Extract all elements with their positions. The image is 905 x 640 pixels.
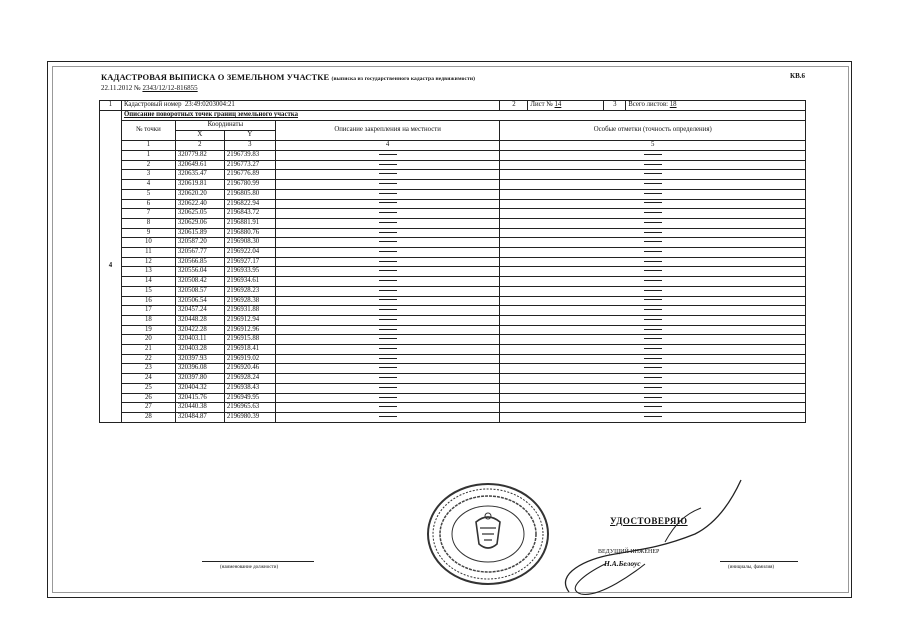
point-fixing: [275, 393, 500, 403]
col-num-1: 1: [121, 141, 175, 151]
dash-mark: [644, 377, 662, 378]
table-row: [100, 267, 806, 277]
point-fixing: [275, 374, 500, 384]
point-notes: [500, 335, 806, 345]
point-fixing: [275, 403, 500, 413]
table-row: [100, 315, 806, 325]
dash-mark: [644, 338, 662, 339]
point-y: 2196739.83: [224, 151, 275, 161]
col-num-5: 5: [500, 141, 806, 151]
col-fixing: Описание закрепления на местности: [275, 121, 500, 141]
dash-mark: [644, 290, 662, 291]
dash-mark: [379, 377, 397, 378]
point-y: 2196949.95: [224, 393, 275, 403]
dash-mark: [644, 329, 662, 330]
document-title: [101, 72, 475, 82]
dash-mark: [379, 212, 397, 213]
point-x: 320448.28: [175, 315, 224, 325]
table-row: [100, 228, 806, 238]
point-number: 7: [121, 209, 175, 219]
point-fixing: [275, 189, 500, 199]
column-number-row: [100, 141, 806, 151]
point-y: 2196780.99: [224, 180, 275, 190]
point-number: 15: [121, 286, 175, 296]
point-notes: [500, 218, 806, 228]
point-notes: [500, 364, 806, 374]
col-notes: Особые отметки (точность определения): [500, 121, 806, 141]
dash-mark: [379, 261, 397, 262]
dash-mark: [379, 241, 397, 242]
point-x: 320506.54: [175, 296, 224, 306]
dash-mark: [644, 193, 662, 194]
point-y: 2196931.88: [224, 306, 275, 316]
point-x: 320620.20: [175, 189, 224, 199]
point-fixing: [275, 218, 500, 228]
point-number: 25: [121, 383, 175, 393]
point-notes: [500, 267, 806, 277]
point-notes: [500, 277, 806, 287]
point-x: 320508.42: [175, 277, 224, 287]
point-number: 23: [121, 364, 175, 374]
dash-mark: [644, 406, 662, 407]
dash-mark: [379, 270, 397, 271]
point-y: 2196934.61: [224, 277, 275, 287]
point-number: 14: [121, 277, 175, 287]
point-fixing: [275, 364, 500, 374]
point-fixing: [275, 228, 500, 238]
point-fixing: [275, 286, 500, 296]
point-x: 320622.40: [175, 199, 224, 209]
dash-mark: [644, 348, 662, 349]
dash-mark: [644, 212, 662, 213]
point-x: 320587.20: [175, 238, 224, 248]
dash-mark: [644, 232, 662, 233]
col-num-3: 3: [224, 141, 275, 151]
point-notes: [500, 306, 806, 316]
dash-mark: [379, 406, 397, 407]
dash-mark: [644, 261, 662, 262]
column-header-row-1: [100, 121, 806, 131]
point-fixing: [275, 151, 500, 161]
point-notes: [500, 383, 806, 393]
point-x: 320403.28: [175, 345, 224, 355]
point-x: 320556.04: [175, 267, 224, 277]
document-date: 22.11.2012: [101, 84, 133, 92]
dash-mark: [644, 183, 662, 184]
point-notes: [500, 228, 806, 238]
position-caption: (наименование должности): [220, 565, 279, 570]
point-notes: [500, 238, 806, 248]
dash-mark: [644, 416, 662, 417]
point-y: 2196965.63: [224, 403, 275, 413]
dash-mark: [644, 387, 662, 388]
point-number: 10: [121, 238, 175, 248]
table-row: [100, 345, 806, 355]
table-row: [100, 383, 806, 393]
point-x: 320625.05: [175, 209, 224, 219]
dash-mark: [644, 173, 662, 174]
point-x: 320440.38: [175, 403, 224, 413]
point-y: 2196928.23: [224, 286, 275, 296]
dash-mark: [644, 299, 662, 300]
point-fixing: [275, 277, 500, 287]
point-notes: [500, 286, 806, 296]
table-row: [100, 257, 806, 267]
dash-mark: [379, 232, 397, 233]
point-y: 2196933.95: [224, 267, 275, 277]
cadastral-number: 23:49:0203004:21: [184, 101, 235, 109]
dash-mark: [644, 358, 662, 359]
title-note: (выписка из государственного кадастра недвижимости): [331, 76, 476, 82]
point-fixing: [275, 170, 500, 180]
point-number: 19: [121, 325, 175, 335]
sheet-label: Лист №: [530, 101, 553, 109]
dash-mark: [644, 270, 662, 271]
cadastral-label: Кадастровый номер: [123, 101, 182, 109]
table-row: [100, 189, 806, 199]
dash-mark: [379, 367, 397, 368]
col-point: № точки: [121, 121, 175, 141]
position-signature-line: [202, 561, 314, 562]
point-notes: [500, 180, 806, 190]
table-row: [100, 403, 806, 413]
table-row: [100, 248, 806, 258]
sheet-cell: [528, 101, 604, 111]
dash-mark: [379, 338, 397, 339]
point-fixing: [275, 199, 500, 209]
dash-mark: [379, 280, 397, 281]
point-number: 18: [121, 315, 175, 325]
point-notes: [500, 412, 806, 422]
approve-stamp: УДОСТОВЕРЯЮ: [610, 516, 688, 526]
official-seal: [424, 478, 552, 588]
table-row: [100, 325, 806, 335]
dash-mark: [379, 319, 397, 320]
col-num-2: 2: [175, 141, 224, 151]
table-row: [100, 160, 806, 170]
dash-mark: [644, 319, 662, 320]
col-y: Y: [224, 131, 275, 141]
point-number: 5: [121, 189, 175, 199]
handwritten-signature: [545, 474, 745, 599]
col-coords: Координаты: [175, 121, 275, 131]
point-fixing: [275, 315, 500, 325]
dash-mark: [379, 164, 397, 165]
point-number: 20: [121, 335, 175, 345]
point-number: 12: [121, 257, 175, 267]
table-row: [100, 335, 806, 345]
point-y: 2196918.41: [224, 345, 275, 355]
point-fixing: [275, 248, 500, 258]
point-notes: [500, 315, 806, 325]
point-number: 4: [121, 180, 175, 190]
dash-mark: [644, 251, 662, 252]
point-notes: [500, 403, 806, 413]
table-row: [100, 218, 806, 228]
point-notes: [500, 189, 806, 199]
point-notes: [500, 199, 806, 209]
point-number: 27: [121, 403, 175, 413]
point-number: 22: [121, 354, 175, 364]
table-row: [100, 296, 806, 306]
point-x: 320619.81: [175, 180, 224, 190]
dash-mark: [644, 164, 662, 165]
point-fixing: [275, 209, 500, 219]
point-fixing: [275, 180, 500, 190]
initials-caption: (инициалы, фамилия): [728, 565, 775, 570]
point-y: 2196843.72: [224, 209, 275, 219]
section-row-number: 4: [100, 111, 122, 423]
dash-mark: [644, 367, 662, 368]
table-row: [100, 180, 806, 190]
total-cell: [626, 101, 806, 111]
point-y: 2196912.96: [224, 325, 275, 335]
engineer-title: ВЕДУЩИЙ ИНЖЕНЕР: [598, 549, 660, 555]
dash-mark: [644, 309, 662, 310]
point-x: 320415.76: [175, 393, 224, 403]
point-fixing: [275, 160, 500, 170]
point-y: 2196980.39: [224, 412, 275, 422]
point-x: 320397.93: [175, 354, 224, 364]
info-cell-1: 1: [100, 101, 122, 111]
table-row: [100, 286, 806, 296]
point-number: 26: [121, 393, 175, 403]
point-x: 320508.57: [175, 286, 224, 296]
total-sheets: 18: [669, 101, 677, 109]
table-row: [100, 364, 806, 374]
table-row: [100, 306, 806, 316]
point-number: 21: [121, 345, 175, 355]
point-x: 320403.11: [175, 335, 224, 345]
dash-mark: [379, 397, 397, 398]
table-row: [100, 238, 806, 248]
dash-mark: [379, 183, 397, 184]
point-number: 8: [121, 218, 175, 228]
point-notes: [500, 248, 806, 258]
point-x: 320566.85: [175, 257, 224, 267]
section-title: Описание поворотных точек границ земельного участка: [121, 111, 805, 121]
title-text: КАДАСТРОВАЯ ВЫПИСКА О ЗЕМЕЛЬНОМ УЧАСТКЕ: [101, 72, 330, 82]
info-cell-2: 2: [500, 101, 528, 111]
sheet-number: 14: [554, 101, 562, 109]
dash-mark: [379, 348, 397, 349]
number-label: №: [134, 84, 141, 92]
point-y: 2196927.17: [224, 257, 275, 267]
point-fixing: [275, 238, 500, 248]
point-y: 2196928.24: [224, 374, 275, 384]
table-row: [100, 209, 806, 219]
table-row: [100, 412, 806, 422]
point-x: 320629.06: [175, 218, 224, 228]
point-number: 28: [121, 412, 175, 422]
dash-mark: [379, 193, 397, 194]
point-notes: [500, 393, 806, 403]
point-fixing: [275, 306, 500, 316]
dash-mark: [644, 241, 662, 242]
point-y: 2196928.38: [224, 296, 275, 306]
point-number: 24: [121, 374, 175, 384]
point-y: 2196915.88: [224, 335, 275, 345]
point-x: 320396.08: [175, 364, 224, 374]
point-notes: [500, 296, 806, 306]
point-number: 1: [121, 151, 175, 161]
point-x: 320457.24: [175, 306, 224, 316]
dash-mark: [644, 280, 662, 281]
dash-mark: [379, 222, 397, 223]
cadastral-cell: [121, 101, 500, 111]
point-notes: [500, 151, 806, 161]
point-number: 13: [121, 267, 175, 277]
document-reference: [101, 84, 198, 92]
point-x: 320635.47: [175, 170, 224, 180]
point-x: 320779.82: [175, 151, 224, 161]
engineer-name: Н.А.Белоус: [604, 559, 641, 568]
dash-mark: [379, 416, 397, 417]
dash-mark: [644, 222, 662, 223]
dash-mark: [379, 251, 397, 252]
dash-mark: [379, 173, 397, 174]
point-fixing: [275, 296, 500, 306]
point-number: 9: [121, 228, 175, 238]
form-code: КВ.6: [790, 72, 805, 80]
point-notes: [500, 374, 806, 384]
document-number: 2343/12/12-816855: [142, 84, 198, 92]
dash-mark: [644, 202, 662, 203]
point-fixing: [275, 383, 500, 393]
point-fixing: [275, 354, 500, 364]
point-y: 2196908.30: [224, 238, 275, 248]
point-fixing: [275, 267, 500, 277]
point-notes: [500, 209, 806, 219]
table-row: [100, 354, 806, 364]
point-y: 2196922.04: [224, 248, 275, 258]
point-x: 320484.87: [175, 412, 224, 422]
dash-mark: [379, 299, 397, 300]
point-y: 2196805.80: [224, 189, 275, 199]
dash-mark: [379, 154, 397, 155]
point-fixing: [275, 325, 500, 335]
point-x: 320422.28: [175, 325, 224, 335]
point-notes: [500, 160, 806, 170]
table-row: [100, 393, 806, 403]
table-row: [100, 277, 806, 287]
point-y: 2196920.46: [224, 364, 275, 374]
point-y: 2196912.94: [224, 315, 275, 325]
dash-mark: [379, 329, 397, 330]
info-cell-3: 3: [604, 101, 626, 111]
table-row: [100, 199, 806, 209]
point-y: 2196881.91: [224, 218, 275, 228]
point-x: 320649.61: [175, 160, 224, 170]
point-y: 2196938.43: [224, 383, 275, 393]
col-x: X: [175, 131, 224, 141]
table-row: [100, 374, 806, 384]
dash-mark: [379, 309, 397, 310]
point-x: 320397.80: [175, 374, 224, 384]
point-y: 2196773.27: [224, 160, 275, 170]
point-fixing: [275, 335, 500, 345]
point-notes: [500, 345, 806, 355]
section-title-row: [100, 111, 806, 121]
info-row: [100, 101, 806, 111]
dash-mark: [379, 387, 397, 388]
dash-mark: [644, 397, 662, 398]
total-label: Всего листов:: [628, 101, 669, 109]
point-x: 320567.77: [175, 248, 224, 258]
point-y: 2196776.89: [224, 170, 275, 180]
point-y: 2196880.76: [224, 228, 275, 238]
point-y: 2196822.94: [224, 199, 275, 209]
col-num-4: 4: [275, 141, 500, 151]
point-notes: [500, 257, 806, 267]
table-row: [100, 151, 806, 161]
point-number: 17: [121, 306, 175, 316]
point-fixing: [275, 345, 500, 355]
point-number: 11: [121, 248, 175, 258]
point-number: 3: [121, 170, 175, 180]
point-notes: [500, 170, 806, 180]
dash-mark: [379, 290, 397, 291]
dash-mark: [644, 154, 662, 155]
point-x: 320404.32: [175, 383, 224, 393]
point-number: 2: [121, 160, 175, 170]
point-fixing: [275, 257, 500, 267]
point-fixing: [275, 412, 500, 422]
cadastral-table: [99, 100, 806, 423]
point-x: 320615.89: [175, 228, 224, 238]
point-number: 6: [121, 199, 175, 209]
point-notes: [500, 354, 806, 364]
point-notes: [500, 325, 806, 335]
point-y: 2196919.02: [224, 354, 275, 364]
point-number: 16: [121, 296, 175, 306]
dash-mark: [379, 358, 397, 359]
dash-mark: [379, 202, 397, 203]
table-row: [100, 170, 806, 180]
